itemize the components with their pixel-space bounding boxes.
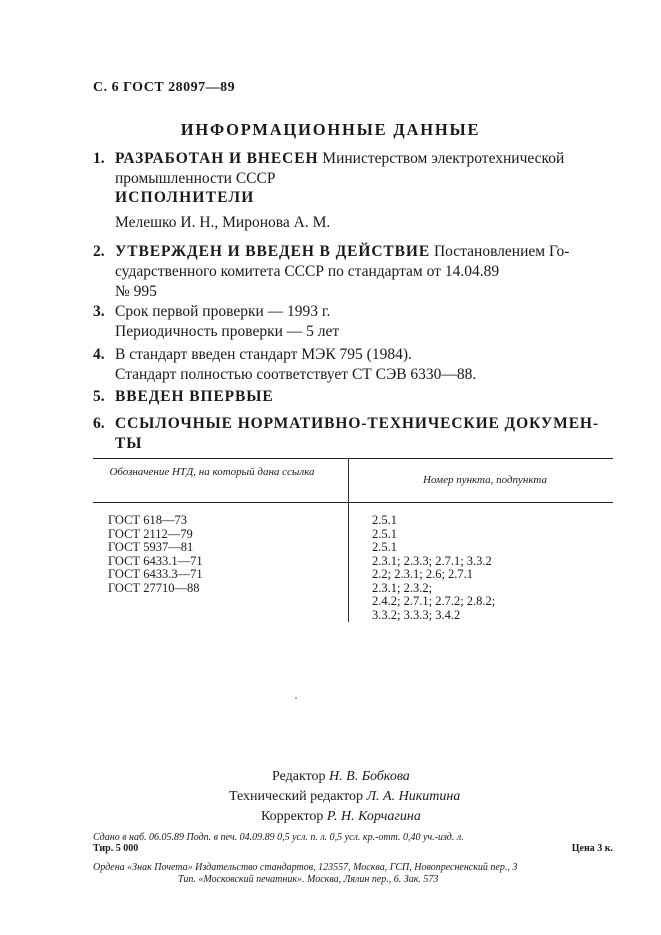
item-text: В стандарт введен стандарт МЭК 795 (1984).	[115, 346, 412, 363]
table-cell: 2.3.1; 2.3.2;	[372, 580, 433, 595]
item-text: Постановлением Го-	[433, 243, 570, 260]
table-cell: ГОСТ 618—73	[108, 513, 187, 527]
imprint-line	[93, 843, 613, 854]
item-caps: ТЫ	[115, 435, 143, 452]
table-cell: 2.5.1	[372, 513, 397, 527]
item-text: № 995	[115, 283, 157, 300]
table-cell: 2.5.1	[372, 526, 397, 541]
table-cell: 2.4.2; 2.7.1; 2.7.2; 2.8.2;	[372, 594, 496, 608]
page-title: ИНФОРМАЦИОННЫЕ ДАННЫЕ	[180, 120, 481, 139]
credits-block	[0, 767, 661, 827]
table-header-rule	[93, 502, 613, 503]
table-header-document: Обозначение НТД, на который дана ссылка	[109, 466, 315, 478]
item-number: 6.	[93, 415, 105, 432]
table-cell: ГОСТ 2112—79	[108, 526, 193, 541]
item-number: 4.	[93, 346, 105, 363]
item-number: 2.	[93, 243, 105, 260]
item-text: сударственного комитета СССР по стандартам от 14.04.89	[115, 263, 500, 280]
table-cell: ГОСТ 6433.3—71	[108, 567, 203, 581]
item-text: Срок первой проверки — 1993 г.	[115, 303, 331, 320]
item-caps: РАЗРАБОТАН И ВНЕСЕН	[115, 150, 319, 167]
item-caps: УТВЕРЖДЕН И ВВЕДЕН В ДЕЙСТВИЕ	[115, 243, 431, 260]
table-cell: 3.3.2; 3.3.3; 3.4.2	[372, 607, 461, 622]
print-run: Тир. 5 000	[93, 843, 139, 854]
table-cell: ГОСТ 5937—81	[108, 540, 194, 554]
item-number: 3.	[93, 303, 105, 320]
table-header-clause: Номер пункта, подпункта	[423, 474, 547, 486]
executors-names: Мелешко И. Н., Миронова А. М.	[115, 214, 331, 231]
page-header: С. 6 ГОСТ 28097—89	[93, 80, 236, 95]
item-text: промышленности СССР	[115, 170, 276, 187]
table-column-divider	[348, 459, 349, 622]
publisher-footer	[93, 862, 613, 886]
printer-line: Тип. «Московский печатник». Москва, Лялин пер., 6. Зак. 573	[178, 874, 439, 885]
item-caps: ВВЕДЕН ВПЕРВЫЕ	[115, 388, 274, 405]
executors-heading: ИСПОЛНИТЕЛИ	[115, 189, 255, 206]
price: Цена 3 к.	[571, 843, 613, 854]
table-cell: 2.5.1	[372, 540, 397, 554]
table-top-rule	[93, 458, 613, 459]
item-text: Стандарт полностью соответствует СТ СЭВ 6330—88.	[115, 366, 477, 383]
imprint-block	[93, 832, 613, 854]
table-cell: 2.3.1; 2.3.3; 2.7.1; 3.3.2	[372, 553, 492, 568]
item-number: 5.	[93, 388, 105, 405]
item-caps: ССЫЛОЧНЫЕ НОРМАТИВНО-ТЕХНИЧЕСКИЕ ДОКУМЕН-	[115, 415, 599, 432]
table-cell: ГОСТ 27710—88	[108, 580, 200, 595]
credit-corrector: Корректор Р. Н. Корчагина	[261, 809, 421, 824]
table-column-documents	[108, 514, 203, 595]
table-cell: ГОСТ 6433.1—71	[108, 553, 203, 568]
item-text: Министерством электротехнической	[322, 150, 565, 167]
credit-editor: Редактор Н. В. Бобкова	[272, 769, 410, 784]
publisher-line: Ордена «Знак Почета» Издательство стандартов, 123557, Москва, ГСП, Новопресненский пер., 3	[93, 862, 518, 873]
table-column-clauses	[372, 514, 495, 622]
credit-tech-editor: Технический редактор Л. А. Никитина	[229, 789, 461, 804]
item-number: 1.	[93, 150, 105, 167]
table-cell: 2.2; 2.3.1; 2.6; 2.7.1	[372, 567, 474, 581]
item-text: Периодичность проверки — 5 лет	[115, 323, 340, 340]
print-speck	[295, 697, 297, 699]
imprint-line: Сдано в наб. 06.05.89 Подп. в печ. 04.09.89 0,5 усл. п. л. 0,5 усл. кр.-отт. 0,40 уч.-изд. л.	[93, 832, 464, 843]
